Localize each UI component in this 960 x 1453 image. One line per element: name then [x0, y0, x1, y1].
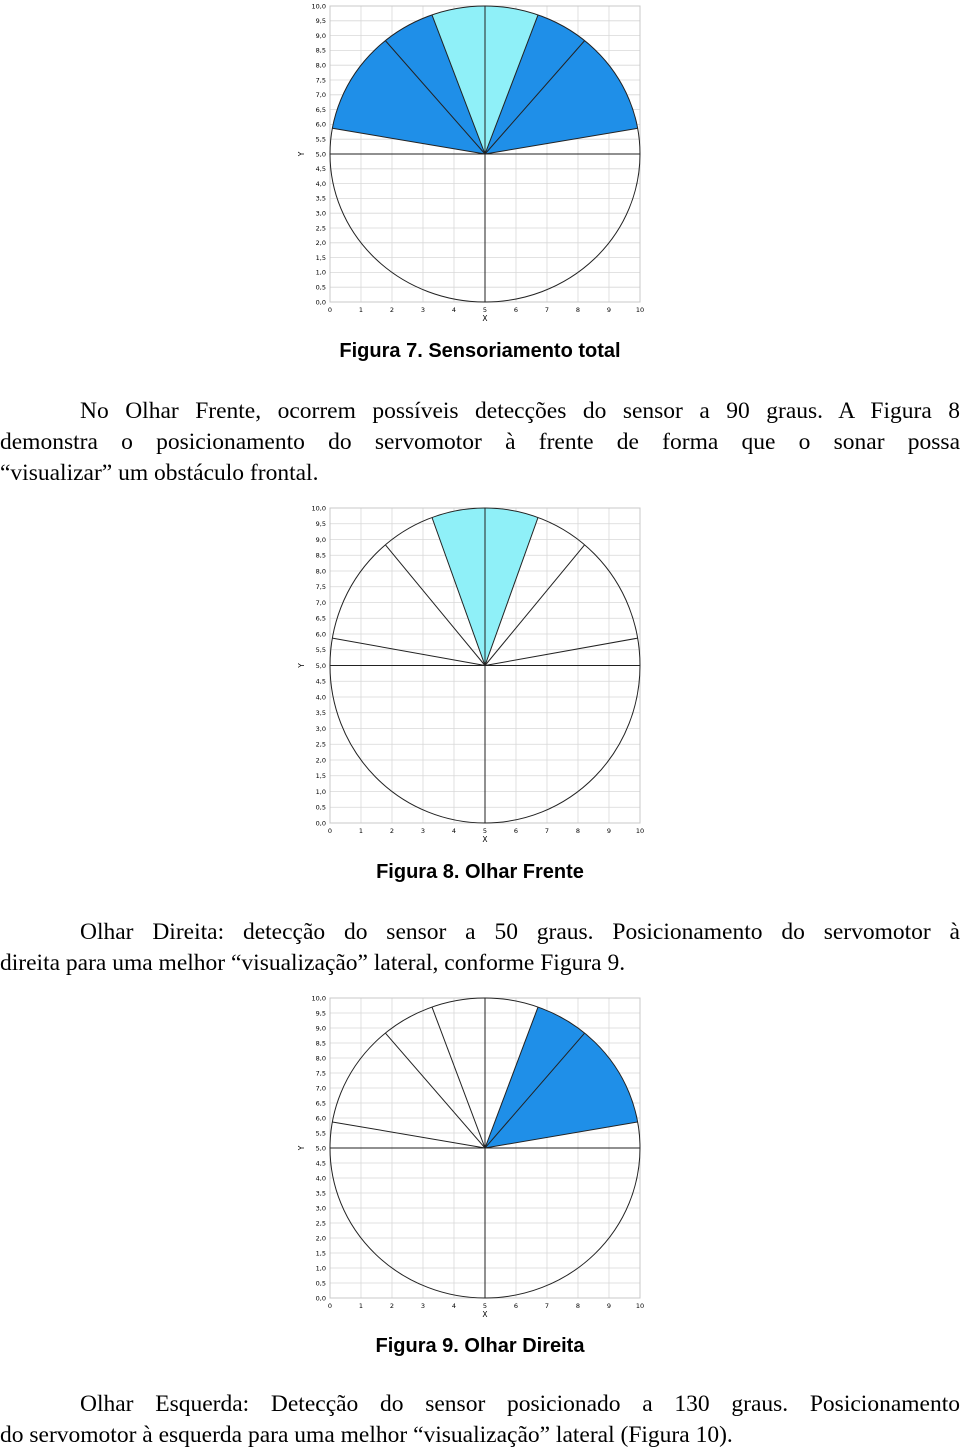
x-axis-label: X [482, 835, 488, 844]
y-tick-label: 8,5 [315, 1039, 326, 1048]
y-tick-label: 5,0 [315, 150, 326, 159]
y-tick-label: 6,5 [315, 105, 326, 114]
y-tick-label: 1,5 [315, 253, 326, 262]
y-tick-label: 2,0 [315, 239, 326, 248]
y-tick-label: 4,5 [315, 1159, 326, 1168]
x-tick-label: 1 [358, 827, 364, 835]
y-tick-label: 2,5 [315, 740, 326, 749]
y-tick-label: 4,5 [315, 165, 326, 174]
y-tick-label: 3,0 [315, 724, 326, 733]
y-tick-label: 0,5 [315, 803, 326, 812]
y-tick-label: 6,0 [315, 630, 326, 639]
y-tick-label: 2,5 [315, 1219, 326, 1228]
x-tick-label: 0 [327, 827, 333, 835]
x-tick-label: 7 [544, 827, 550, 835]
x-tick-label: 8 [575, 827, 581, 835]
y-tick-label: 8,0 [315, 61, 326, 70]
y-tick-label: 9,0 [315, 31, 326, 40]
y-tick-label: 4,0 [315, 693, 326, 702]
y-axis-label: Y [297, 1145, 306, 1151]
paragraph-olhar-frente [0, 396, 960, 489]
y-tick-label: 7,5 [315, 583, 326, 592]
y-tick-label: 10,0 [311, 504, 326, 513]
y-tick-label: 0,5 [315, 283, 326, 292]
figure-8-svg [296, 500, 656, 850]
paragraph-olhar-direita [0, 917, 960, 979]
y-tick-label: 2,0 [315, 756, 326, 765]
y-tick-label: 5,5 [315, 1129, 326, 1138]
y-tick-label: 1,0 [315, 1264, 326, 1273]
x-tick-label: 1 [358, 1302, 364, 1310]
y-tick-label: 3,5 [315, 194, 326, 203]
y-tick-label: 8,5 [315, 46, 326, 55]
x-axis-label: X [482, 1310, 488, 1319]
paragraph-line: do servomotor à esquerda para uma melhor “visualização” lateral (Figura 10). [0, 1422, 733, 1448]
y-tick-label: 6,5 [315, 1099, 326, 1108]
y-tick-label: 1,5 [315, 1249, 326, 1258]
y-tick-label: 4,5 [315, 677, 326, 686]
x-tick-label: 5 [482, 827, 488, 835]
y-tick-label: 9,0 [315, 1024, 326, 1033]
x-tick-label: 6 [513, 1302, 519, 1310]
y-tick-label: 9,5 [315, 1009, 326, 1018]
figure-9-plot [296, 990, 656, 1325]
x-tick-label: 3 [420, 1302, 426, 1310]
y-tick-label: 9,5 [315, 17, 326, 26]
y-tick-label: 0,0 [315, 819, 326, 828]
y-tick-label: 3,5 [315, 709, 326, 718]
x-tick-label: 0 [327, 306, 333, 314]
y-tick-label: 7,5 [315, 1069, 326, 1078]
paragraph-line: demonstra o posicionamento do servomotor à frente de forma que o sonar possa [0, 429, 960, 455]
y-tick-label: 4,0 [315, 179, 326, 188]
y-tick-label: 5,0 [315, 661, 326, 670]
y-tick-label: 6,5 [315, 614, 326, 623]
y-tick-label: 7,0 [315, 91, 326, 100]
figure-7-caption: Figura 7. Sensoriamento total [339, 340, 621, 362]
paragraph-olhar-esquerda [0, 1389, 960, 1451]
y-tick-label: 8,5 [315, 551, 326, 560]
y-tick-label: 8,0 [315, 1054, 326, 1063]
sensor-ray [332, 1122, 485, 1148]
x-tick-label: 5 [482, 1302, 488, 1310]
y-tick-label: 7,5 [315, 76, 326, 85]
sensor-ray [332, 638, 485, 665]
y-tick-label: 8,0 [315, 567, 326, 576]
x-tick-label: 0 [327, 1302, 333, 1310]
y-tick-label: 0,5 [315, 1279, 326, 1288]
y-tick-label: 5,0 [315, 1144, 326, 1153]
y-tick-label: 9,5 [315, 520, 326, 529]
y-tick-label: 1,0 [315, 787, 326, 796]
y-tick-label: 10,0 [311, 2, 326, 11]
x-tick-label: 2 [389, 827, 395, 835]
x-axis-label: X [482, 314, 488, 323]
x-tick-label: 9 [606, 1302, 612, 1310]
x-tick-label: 10 [635, 827, 645, 835]
y-tick-label: 3,0 [315, 209, 326, 218]
figure-9-caption: Figura 9. Olhar Direita [375, 1335, 585, 1357]
x-tick-label: 5 [482, 306, 488, 314]
figure-8-plot [296, 500, 656, 850]
y-tick-label: 1,0 [315, 268, 326, 277]
x-tick-label: 4 [451, 827, 457, 835]
x-tick-label: 9 [606, 827, 612, 835]
sensor-ray [385, 1033, 485, 1148]
x-tick-label: 1 [358, 306, 364, 314]
sensor-ray [485, 638, 638, 665]
figure-9-svg [296, 990, 656, 1325]
y-tick-label: 7,0 [315, 1084, 326, 1093]
figure-7-svg [296, 0, 656, 325]
y-tick-label: 6,0 [315, 1114, 326, 1123]
paragraph-line: Olhar Direita: detecção do sensor a 50 graus. Posicionamento do servomotor à [80, 919, 960, 945]
paragraph-line: No Olhar Frente, ocorrem possíveis detecções do sensor a 90 graus. A Figura 8 [80, 398, 960, 424]
x-tick-label: 6 [513, 306, 519, 314]
x-tick-label: 10 [635, 1302, 645, 1310]
x-tick-label: 9 [606, 306, 612, 314]
x-tick-label: 6 [513, 827, 519, 835]
x-tick-label: 2 [389, 306, 395, 314]
y-tick-label: 4,0 [315, 1174, 326, 1183]
x-tick-label: 3 [420, 306, 426, 314]
y-tick-label: 5,5 [315, 646, 326, 655]
paragraph-line: Olhar Esquerda: Detecção do sensor posicionado a 130 graus. Posicionamento [80, 1391, 960, 1417]
y-tick-label: 10,0 [311, 994, 326, 1003]
x-tick-label: 8 [575, 1302, 581, 1310]
y-tick-label: 0,0 [315, 1294, 326, 1303]
x-tick-label: 7 [544, 1302, 550, 1310]
figure-8-caption: Figura 8. Olhar Frente [376, 861, 584, 883]
y-tick-label: 9,0 [315, 535, 326, 544]
paragraph-line: “visualizar” um obstáculo frontal. [0, 460, 319, 486]
x-tick-label: 8 [575, 306, 581, 314]
y-tick-label: 3,5 [315, 1189, 326, 1198]
y-tick-label: 0,0 [315, 298, 326, 307]
paragraph-line: direita para uma melhor “visualização” lateral, conforme Figura 9. [0, 950, 626, 976]
y-tick-label: 2,0 [315, 1234, 326, 1243]
y-tick-label: 5,5 [315, 135, 326, 144]
y-tick-label: 2,5 [315, 224, 326, 233]
y-axis-label: Y [297, 663, 306, 668]
y-tick-label: 7,0 [315, 598, 326, 607]
x-tick-label: 3 [420, 827, 426, 835]
x-tick-label: 10 [635, 306, 645, 314]
x-tick-label: 2 [389, 1302, 395, 1310]
x-tick-label: 4 [451, 1302, 457, 1310]
y-tick-label: 1,5 [315, 772, 326, 781]
y-tick-label: 3,0 [315, 1204, 326, 1213]
x-tick-label: 7 [544, 306, 550, 314]
x-tick-label: 4 [451, 306, 457, 314]
y-tick-label: 6,0 [315, 120, 326, 129]
y-axis-label: Y [297, 151, 306, 157]
figure-7-plot [296, 0, 656, 325]
